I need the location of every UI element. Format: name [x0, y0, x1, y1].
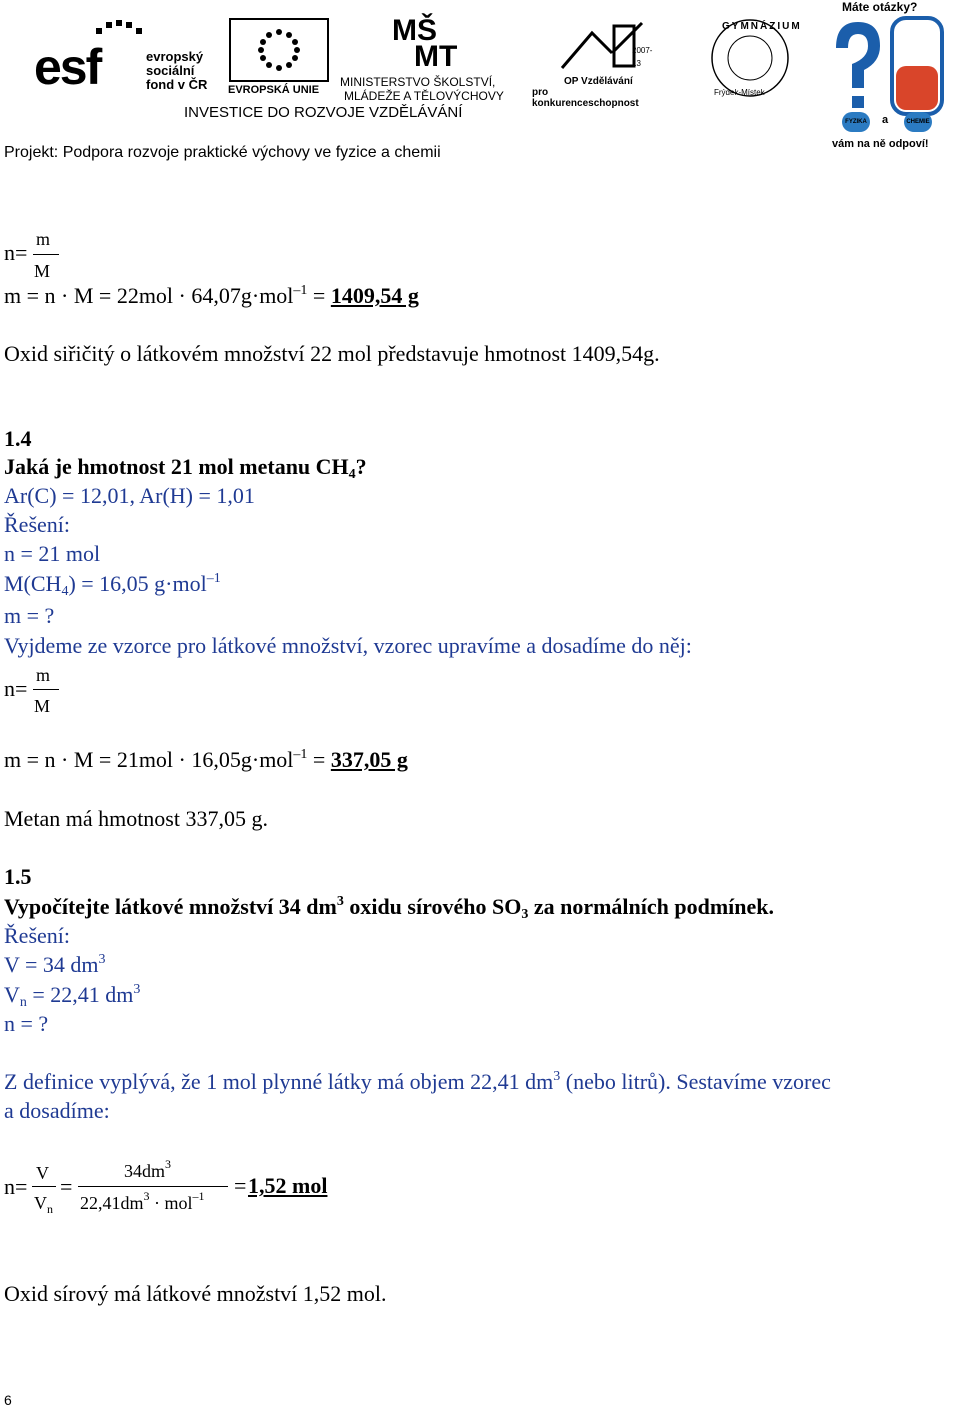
- s15-formula-num2: [124, 1158, 171, 1184]
- esf-logo: [34, 16, 219, 96]
- s15-solution-heading: Řešení:: [4, 923, 70, 948]
- msmt-caption1: MINISTERSTVO ŠKOLSTVÍ,: [340, 75, 496, 89]
- eu-stars-icon: [231, 20, 327, 80]
- eu-caption: EVROPSKÁ UNIE: [228, 84, 320, 96]
- page-number: 6: [4, 1392, 12, 1408]
- poster-and: a: [882, 114, 889, 126]
- s15-formula-num2-exp: 3: [165, 1157, 172, 1171]
- s14-question-suffix: ?: [355, 454, 367, 479]
- s15-formula-den2: [80, 1190, 205, 1216]
- s14-calc-eq: =: [312, 747, 331, 772]
- s13-conclusion: Oxid siřičitý o látkovém množství 22 mol představuje hmotnost 1409,54g.: [4, 341, 660, 366]
- s15-formula-num1: V: [36, 1163, 49, 1183]
- s14-n-line: n = 21 mol: [4, 541, 101, 566]
- s13-calc-result: 1409,54 g: [330, 283, 419, 308]
- s14-calc-exp: –1: [293, 747, 308, 762]
- s15-vn-sub: n: [19, 995, 27, 1010]
- msmt-caption2: MLÁDEŽE A TĚLOVÝCHOVY: [344, 89, 504, 103]
- s14-number: 1.4: [4, 426, 32, 451]
- s14-molar-b: ) = 16,05 g·mol: [68, 571, 207, 596]
- s13-n-num: m: [36, 229, 51, 249]
- s14-n-den: M: [34, 696, 51, 716]
- s13-calc: [4, 283, 419, 309]
- s14-molar-a: M(CH: [4, 571, 62, 596]
- poster-flask-icon: [886, 14, 948, 118]
- s13-n-den: M: [34, 261, 51, 281]
- s15-formula-den2-b: · mol: [149, 1193, 193, 1213]
- esf-line1: evropský: [146, 49, 204, 64]
- s15-formula-result: 1,52 mol: [248, 1173, 328, 1198]
- poster-bottom-text: vám na ně odpoví!: [832, 138, 929, 150]
- s15-unknown: n = ?: [4, 1011, 49, 1036]
- eu-flag: [229, 18, 329, 82]
- s14-n-num: m: [36, 665, 51, 685]
- s15-formula-den2-a: 22,41dm: [80, 1193, 144, 1213]
- s15-formula-den2-exp: 3: [143, 1189, 150, 1203]
- gymnazium-subtitle: Frýdek-Místek: [714, 88, 765, 97]
- poster-physics-badge: FYZIKA: [842, 112, 870, 132]
- s14-text: Vyjdeme ze vzorce pro látkové množství, vzorec upravíme a dosadíme do něj:: [4, 633, 692, 658]
- s14-molar-mass: [4, 571, 221, 597]
- s15-formula-num2-text: 34dm: [124, 1161, 166, 1181]
- s15-question-sub: 3: [521, 907, 529, 922]
- s15-volume: [4, 952, 106, 978]
- s15-vn-b: = 22,41 dm: [26, 982, 134, 1007]
- s14-conclusion: Metan má hmotnost 337,05 g.: [4, 806, 268, 831]
- s15-formula-den2-exp2: –1: [192, 1189, 205, 1203]
- msmt-letters-bottom: MT: [414, 40, 458, 73]
- op-caption2: pro konkurenceschopnost: [532, 87, 639, 109]
- s15-question-a: Vypočítejte látkové množství 34 dm: [4, 894, 337, 919]
- s15-number: 1.5: [4, 864, 32, 889]
- s13-calc-prefix: m = n · M = 22mol · 64,07g·mol: [4, 283, 294, 308]
- gymnazium-title: GYMNÁZIUM: [722, 21, 802, 32]
- s15-formula-den1-sub: n: [47, 1202, 53, 1216]
- s15-question: [4, 894, 774, 920]
- s15-formula-den1-v: V: [34, 1193, 47, 1213]
- msmt-logo: [340, 14, 530, 104]
- invest-banner: INVESTICE DO ROZVOJE VZDĚLÁVÁNÍ: [184, 104, 463, 121]
- s15-question-b: oxidu sírového SO: [343, 894, 522, 919]
- project-line: Projekt: Podpora rozvoje praktické výchovy ve fyzice a chemii: [4, 144, 441, 161]
- s13-calc-eq: =: [312, 283, 331, 308]
- s14-given: Ar(C) = 12,01, Ar(H) = 1,01: [4, 483, 255, 508]
- poster-top-text: Máte otázky?: [842, 0, 918, 14]
- op-logo: [532, 18, 657, 109]
- msmt-letters-top: MŠ: [392, 14, 437, 47]
- s13-calc-exp: –1: [293, 283, 308, 298]
- esf-stars: [96, 20, 166, 46]
- s15-question-c: za normálních podmínek.: [528, 894, 775, 919]
- s15-volume-text: V = 34 dm: [4, 952, 99, 977]
- s15-text1-a: Z definice vyplývá, že 1 mol plynné látky má objem 22,41 dm: [4, 1069, 554, 1094]
- s14-question-sub: 4: [348, 467, 356, 482]
- s15-formula-eq2: =: [234, 1173, 247, 1198]
- s15-formula-den1: [34, 1190, 53, 1216]
- gymnazium-logo: [700, 10, 800, 105]
- s15-formula-lhs: n=: [4, 1174, 28, 1199]
- s14-calc-result: 337,05 g: [330, 747, 408, 772]
- s15-question-exp: 3: [336, 894, 344, 909]
- s14-calc-prefix: m = n · M = 21mol · 16,05g·mol: [4, 747, 294, 772]
- s15-volume-exp: 3: [98, 952, 106, 967]
- poster-logo: [828, 0, 950, 155]
- s15-text1-b: (nebo litrů). Sestavíme vzorec: [560, 1069, 831, 1094]
- s15-text2: a dosadíme:: [4, 1098, 110, 1123]
- s14-calc: [4, 747, 408, 773]
- s14-question-text: Jaká je hmotnost 21 mol metanu CH: [4, 454, 349, 479]
- s15-formula-line1: [32, 1186, 56, 1187]
- s15-vn-a: V: [4, 982, 20, 1007]
- s14-question: [4, 454, 367, 480]
- poster-chemistry-badge: CHEMIE: [904, 112, 932, 132]
- op-caption1: OP Vzdělávání: [564, 76, 633, 87]
- op-years: 2007-13: [632, 46, 653, 68]
- s15-formula-eq1: =: [60, 1174, 73, 1199]
- s14-solution-heading: Řešení:: [4, 512, 70, 537]
- s15-molar-volume: [4, 982, 140, 1008]
- esf-line3: fond v ČR: [146, 77, 208, 92]
- esf-line2: sociální: [146, 63, 195, 78]
- s15-text1: [4, 1069, 831, 1095]
- s14-n-lhs: n=: [4, 676, 28, 701]
- eu-logo: [224, 18, 334, 98]
- s15-conclusion: Oxid sírový má látkové množství 1,52 mol.: [4, 1281, 387, 1306]
- esf-letters: esf: [34, 39, 101, 95]
- s14-fraction-line: [33, 689, 59, 690]
- s13-fraction-line: [33, 254, 59, 255]
- s14-molar-exp: –1: [206, 571, 221, 586]
- s15-formula-line2: [78, 1186, 228, 1187]
- s14-molar-sub: 4: [61, 584, 69, 599]
- s15-text1-exp: 3: [553, 1069, 561, 1084]
- s13-n-lhs: n=: [4, 240, 28, 265]
- s14-unknown: m = ?: [4, 603, 55, 628]
- poster-question-mark-icon: [828, 18, 888, 118]
- s15-vn-exp: 3: [133, 982, 141, 997]
